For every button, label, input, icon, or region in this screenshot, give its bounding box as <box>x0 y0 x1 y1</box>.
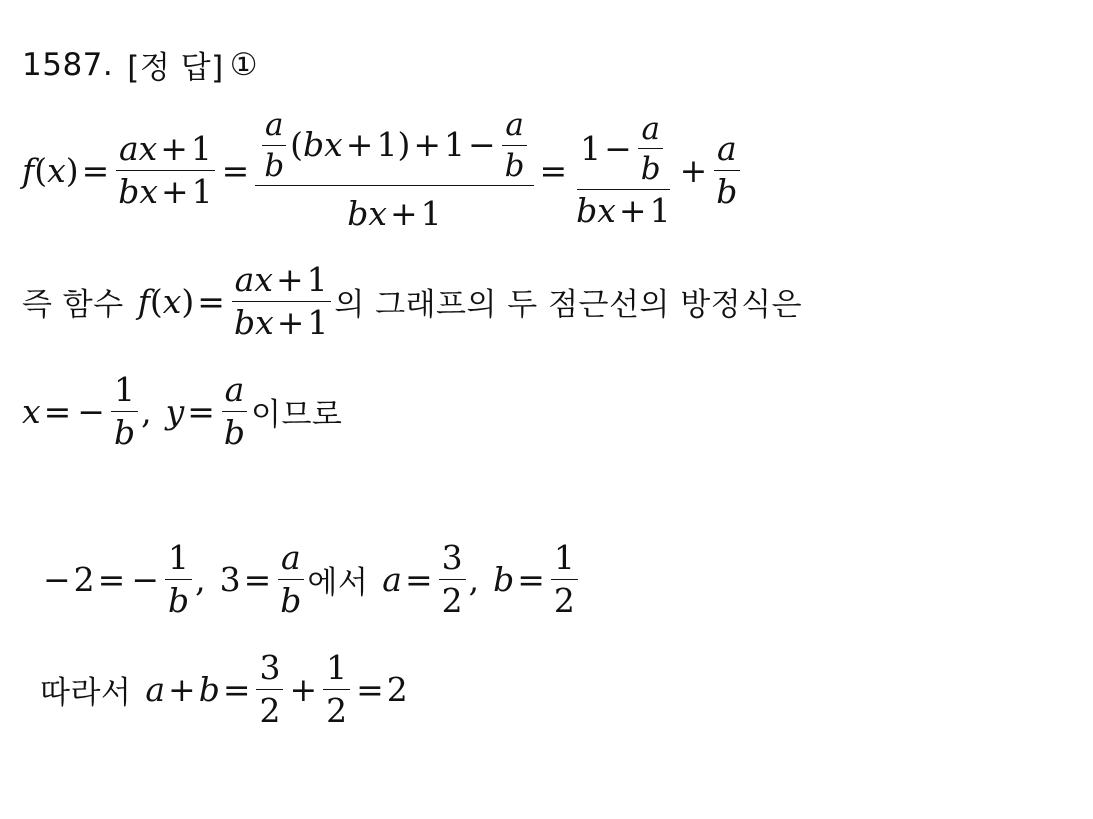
asymptote-expression: x = − $\frac{1}{b}$ , y = $\frac{a}{b}$ <box>22 372 251 452</box>
asymptote-equations <box>22 372 342 452</box>
equation-function-transform: f ( x ) = ax + 1 bx + 1 = $\frac{a}{b}$ ( bx + 1) + 1 − $\frac{a}{b}$ bx + 1 = 1 − $\frac{a}{b}$ bx + 1 + $\frac{a}{b}$ <box>22 108 743 233</box>
given-values-expression: − 2 = − $\frac{1}{b}$ , 3 = $\frac{a}{b}$ <box>40 540 307 620</box>
from-label: 에서 <box>307 565 369 602</box>
function-expression: f ( x ) = ax + 1 bx + 1 <box>138 262 335 342</box>
problem-header <box>22 42 258 87</box>
conclusion-suffix: 이므로 <box>251 397 343 434</box>
answer-value: ① <box>229 46 258 83</box>
final-result <box>40 650 408 730</box>
problem-number: 1587. <box>22 46 114 83</box>
therefore-label: 따라서 <box>40 675 132 712</box>
statement-suffix: 의 그래프의 두 점근선의 방정식은 <box>334 287 803 324</box>
solve-equations <box>40 540 581 620</box>
answer-label: [정 답] <box>127 50 224 86</box>
solved-values-expression: a = $\frac{3}{2}$ , b = $\frac{1}{2}$ <box>382 540 581 620</box>
final-sum-expression: a + b = $\frac{3}{2}$ + $\frac{1}{2}$ = 2 <box>145 648 408 730</box>
asymptote-statement <box>22 262 802 342</box>
statement-prefix: 즉 함수 <box>22 287 124 324</box>
